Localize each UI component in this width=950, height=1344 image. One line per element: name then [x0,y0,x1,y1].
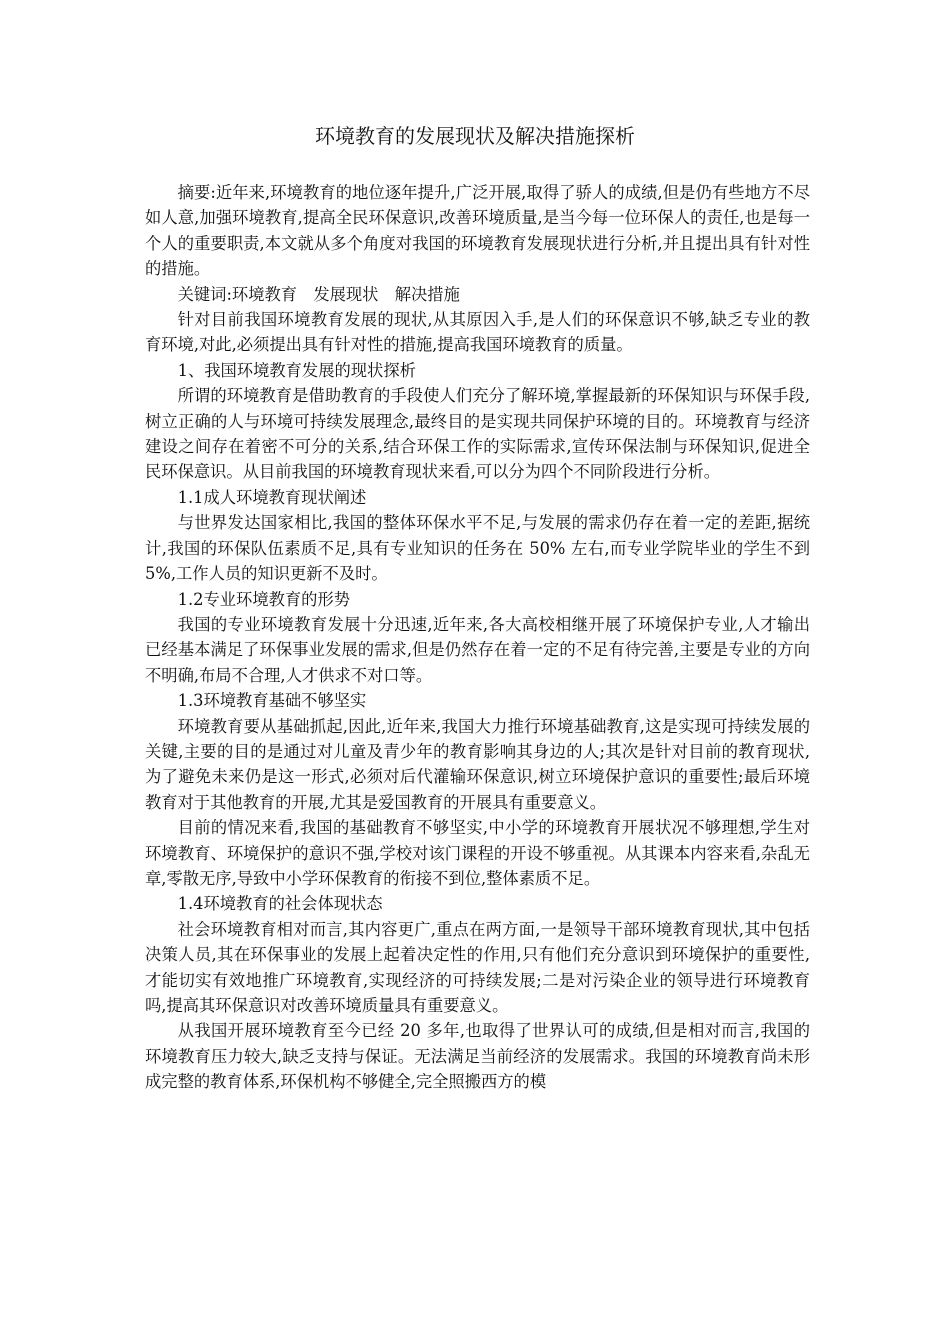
body-paragraph: 从我国开展环境教育至今已经 20 多年,也取得了世界认可的成绩,但是相对而言,我国的环境教育压力较大,缺乏支持与保证。无法满足当前经济的发展需求。我国的环境教育尚未形成完整的教育体系,环保机构不够健全,完全照搬西方的模 [145,1021,810,1092]
body-paragraph: 与世界发达国家相比,我国的整体环保水平不足,与发展的需求仍存在着一定的差距,据统计,我国的环保队伍素质不足,具有专业知识的任务在 50% 左右,而专业学院毕业的学生不到5%,工作人员的知识更新不及时。 [145,513,810,584]
section-heading-1-1: 1.1成人环境教育现状阐述 [177,487,367,507]
section-heading-1-3: 1.3环境教育基础不够坚实 [177,691,367,711]
body-paragraph: 所谓的环境教育是借助教育的手段使人们充分了解环境,掌握最新的环保知识与环保手段,树立正确的人与环境可持续发展理念,最终目的是实现共同保护环境的目的。环境教育与经济建设之间存在着密不可分的关系,结合环保工作的实际需求,宣传环保法制与环保知识,促进全民环保意识。从目前我国的环境教育现状来看,可以分为四个不同阶段进行分析。 [145,386,810,482]
section-heading-1: 1、我国环境教育发展的现状探析 [177,360,416,380]
intro-paragraph: 针对目前我国环境教育发展的现状,从其原因入手,是人们的环保意识不够,缺乏专业的教育环境,对此,必须提出具有针对性的措施,提高我国环境教育的质量。 [145,310,810,355]
document-body [145,180,810,1095]
body-paragraph: 社会环境教育相对而言,其内容更广,重点在两方面,一是领导干部环境教育现状,其中包括决策人员,其在环保事业的发展上起着决定性的作用,只有他们充分意识到环境保护的重要性,才能切实有效地推广环境教育,实现经济的可持续发展;二是对污染企业的领导进行环境教育吗,提高其环保意识对改善环境质量具有重要意义。 [145,919,810,1015]
body-paragraph: 环境教育要从基础抓起,因此,近年来,我国大力推行环境基础教育,这是实现可持续发展的关键,主要的目的是通过对儿童及青少年的教育影响其身边的人;其次是针对目前的教育现状,为了避免未来仍是这一形式,必须对后代灌输环保意识,树立环境保护意识的重要性;最后环境教育对于其他教育的开展,尤其是爱国教育的开展具有重要意义。 [145,716,810,812]
section-heading-1-2: 1.2专业环境教育的形势 [177,589,351,609]
section-heading-1-4: 1.4环境教育的社会体现状态 [177,894,383,914]
abstract-paragraph: 摘要:近年来,环境教育的地位逐年提升,广泛开展,取得了骄人的成绩,但是仍有些地方不尽如人意,加强环境教育,提高全民环保意识,改善环境质量,是当今每一位环保人的责任,也是每一个人的重要职责,本文就从多个角度对我国的环境教育发展现状进行分析,并且提出具有针对性的措施。 [145,183,810,279]
document-title: 环境教育的发展现状及解决措施探析 [315,124,635,148]
body-paragraph: 我国的专业环境教育发展十分迅速,近年来,各大高校相继开展了环境保护专业,人才输出已经基本满足了环保事业发展的需求,但是仍然存在着一定的不足有待完善,主要是专业的方向不明确,布局不合理,人才供求不对口等。 [145,614,810,685]
keywords-paragraph: 关键词:环境教育 发展现状 解决措施 [177,284,460,304]
body-paragraph: 目前的情况来看,我国的基础教育不够坚实,中小学的环境教育开展状况不够理想,学生对环境教育、环境保护的意识不强,学校对该门课程的开设不够重视。从其课本内容来看,杂乱无章,零散无序,导致中小学环保教育的衔接不到位,整体素质不足。 [145,818,810,888]
